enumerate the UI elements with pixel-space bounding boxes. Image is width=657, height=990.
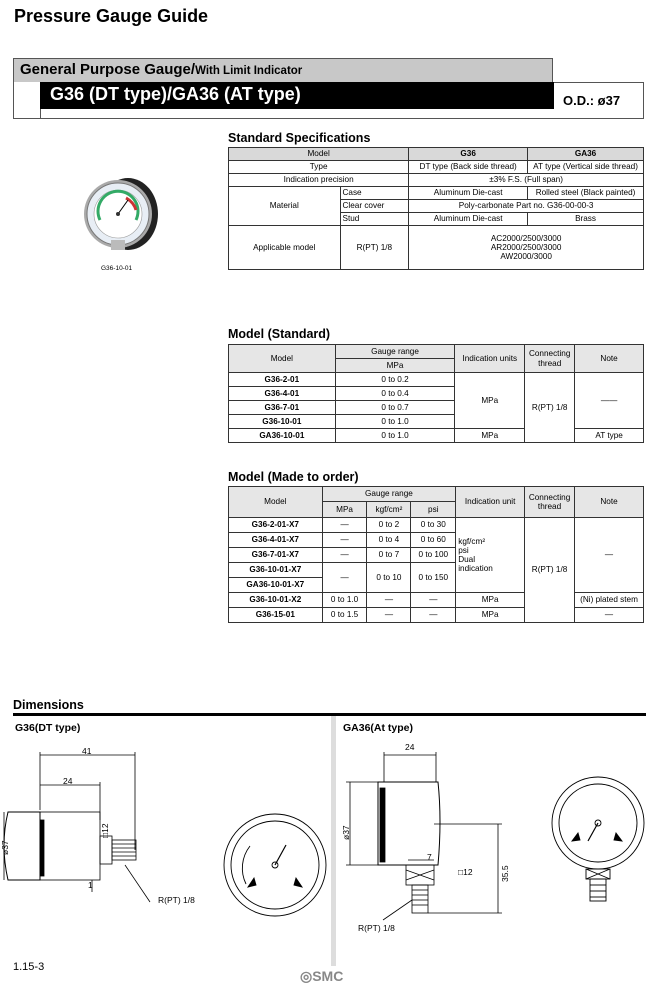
dimensions-rule [13,713,646,716]
mto-unit-dual-2: psi [458,545,469,555]
category-sub: With Limit Indicator [195,65,303,77]
mto-h-psi: psi [411,502,456,518]
mto-psi: 0 to 100 [411,548,456,563]
std-h-model: Model [229,345,336,373]
ga36-dim-355: 35.5 [500,865,510,882]
col-g36: G36 [409,148,528,161]
std-h-thread: Connecting thread [525,345,575,373]
ga36-thread: R(PT) 1/8 [358,923,395,933]
table-row-range: 0 to 0.7 [335,401,455,415]
ga36-title: GA36(At type) [343,722,414,734]
g36-dim-12: □12 [100,823,110,838]
mto-h-unit: Indication unit [456,487,525,518]
case-g36: Aluminum Die-cast [409,187,528,200]
stud-label: Stud [340,213,409,226]
std-h-note: Note [575,345,644,373]
std-h-range: Gauge range [335,345,455,359]
table-row-range: 0 to 1.0 [335,415,455,429]
type-ga36: AT type (Vertical side thread) [528,161,644,174]
mto-mpa-dash: — [322,533,367,548]
mto-kgf: 0 to 10 [367,563,411,593]
mto-mpa: 0 to 1.0 [322,593,367,608]
mto-kgf-dash: — [367,593,411,608]
table-row-range: 0 to 0.4 [335,387,455,401]
mto-h-note: Note [575,487,644,518]
table-row-model: G36-10-01-X7 [229,563,323,578]
std-spec-table [228,147,644,270]
ga36-dim-24: 24 [405,742,415,752]
g36-front-drawing [222,812,328,918]
g36-dim-1: 1 [88,880,93,890]
stud-g36: Aluminum Die-cast [409,213,528,226]
std-spec-title: Standard Specifications [228,131,371,145]
std-unit-mpa-at: MPa [455,429,525,443]
dimensions-title: Dimensions [13,698,84,712]
std-unit-mpa: MPa [455,373,525,429]
std-note-dash: —— [575,373,644,429]
mto-note-dash: — [575,608,644,623]
table-row-model: GA36-10-01 [229,429,336,443]
ga36-dim-12: □12 [458,867,473,877]
col-model: Model [229,148,409,161]
page-title: Pressure Gauge Guide [14,6,209,26]
mto-thread: R(PT) 1/8 [525,518,575,623]
ga36-front-drawing [550,775,646,905]
table-row-model: G36-7-01 [229,401,336,415]
table-row-model: G36-2-01 [229,373,336,387]
material-label: Material [229,187,341,226]
table-row-range: 0 to 0.2 [335,373,455,387]
g36-dim-24: 24 [63,776,73,786]
table-row-model: G36-4-01-X7 [229,533,323,548]
ga36-side-drawing [338,740,518,940]
smc-logo-text: SMC [312,968,344,984]
image-caption: G36-10-01 [101,265,133,272]
mto-unit-dual-3: Dual [458,555,476,564]
applicable-thread: R(PT) 1/8 [340,226,409,270]
mto-mpa-dash: — [322,563,367,593]
std-h-units: Indication units [455,345,525,373]
mto-psi: 0 to 60 [411,533,456,548]
mto-kgf: 0 to 2 [367,518,411,533]
smc-logo-icon: ◎ [300,968,313,984]
stud-ga36: Brass [528,213,644,226]
category-title [20,61,302,78]
mto-h-mpa: MPa [322,502,367,518]
case-label: Case [340,187,409,200]
mto-kgf-dash: — [367,608,411,623]
mto-unit-dual [456,518,525,593]
mto-kgf: 0 to 4 [367,533,411,548]
smc-logo [300,968,343,985]
ga36-dim-7: 7 [427,852,432,862]
mto-unit-dual-4: indication [458,564,493,574]
type-g36: DT type (Back side thread) [409,161,528,174]
mto-note-plated: (Ni) plated stem [575,593,644,608]
precision-label: Indication precision [229,174,409,187]
mto-h-model: Model [229,487,323,518]
g36-dim-41: 41 [82,746,92,756]
dimensions-divider [331,716,336,966]
applicable-models [409,226,644,270]
mto-unit-dual-1: kgf/cm² [458,536,486,546]
g36-title: G36(DT type) [15,722,81,734]
mto-psi-dash: — [411,608,456,623]
category-main: General Purpose Gauge/ [20,61,196,78]
cover-label: Clear cover [340,200,409,213]
table-row-model: G36-7-01-X7 [229,548,323,563]
mto-unit-mpa: MPa [456,593,525,608]
mto-h-kgf: kgf/cm² [367,502,411,518]
mto-mpa: 0 to 1.5 [322,608,367,623]
mto-note-dash: — [575,518,644,593]
page-number: 1.15-3 [13,961,45,973]
table-row-model: G36-10-01-X2 [229,593,323,608]
mto-psi: 0 to 30 [411,518,456,533]
col-ga36: GA36 [528,148,644,161]
applicable-line-1: AC2000/2500/3000 [490,233,562,243]
g36-side-drawing [0,740,200,940]
table-row-model: GA36-10-01-X7 [229,578,323,593]
model-mto-title: Model (Made to order) [228,470,359,484]
model-std-table [228,344,644,443]
mto-unit-mpa: MPa [456,608,525,623]
g36-thread: R(PT) 1/8 [158,895,195,905]
mto-h-thread: Connecting thread [525,487,575,518]
mto-psi-dash: — [411,593,456,608]
band-left-frame [13,82,41,119]
model-std-title: Model (Standard) [228,327,331,341]
table-row-range: 0 to 1.0 [335,429,455,443]
g36-dim-37: ø37 [0,840,10,855]
applicable-line-2: AR2000/2500/3000 [490,242,562,252]
table-row-model: G36-4-01 [229,387,336,401]
type-label: Type [229,161,409,174]
table-row-model: G36-10-01 [229,415,336,429]
case-ga36: Rolled steel (Black painted) [528,187,644,200]
mto-mpa-dash: — [322,548,367,563]
gauge-photo [78,170,160,260]
outer-diameter-label: O.D.: ø37 [563,93,621,108]
table-row-model: G36-2-01-X7 [229,518,323,533]
std-thread: R(PT) 1/8 [525,373,575,443]
mto-kgf: 0 to 7 [367,548,411,563]
product-title: G36 (DT type)/GA36 (AT type) [50,84,301,104]
precision-value: ±3% F.S. (Full span) [409,174,644,187]
table-row-model: G36-15-01 [229,608,323,623]
std-note-at: AT type [575,429,644,443]
model-mto-table [228,486,644,623]
applicable-line-3: AW2000/3000 [500,252,552,261]
mto-mpa-dash: — [322,518,367,533]
std-h-mpa: MPa [335,359,455,373]
applicable-label: Applicable model [229,226,341,270]
cover-value: Poly-carbonate Part no. G36-00-00-3 [409,200,644,213]
mto-psi: 0 to 150 [411,563,456,593]
ga36-dim-37: ø37 [341,825,351,840]
mto-h-range: Gauge range [322,487,456,502]
